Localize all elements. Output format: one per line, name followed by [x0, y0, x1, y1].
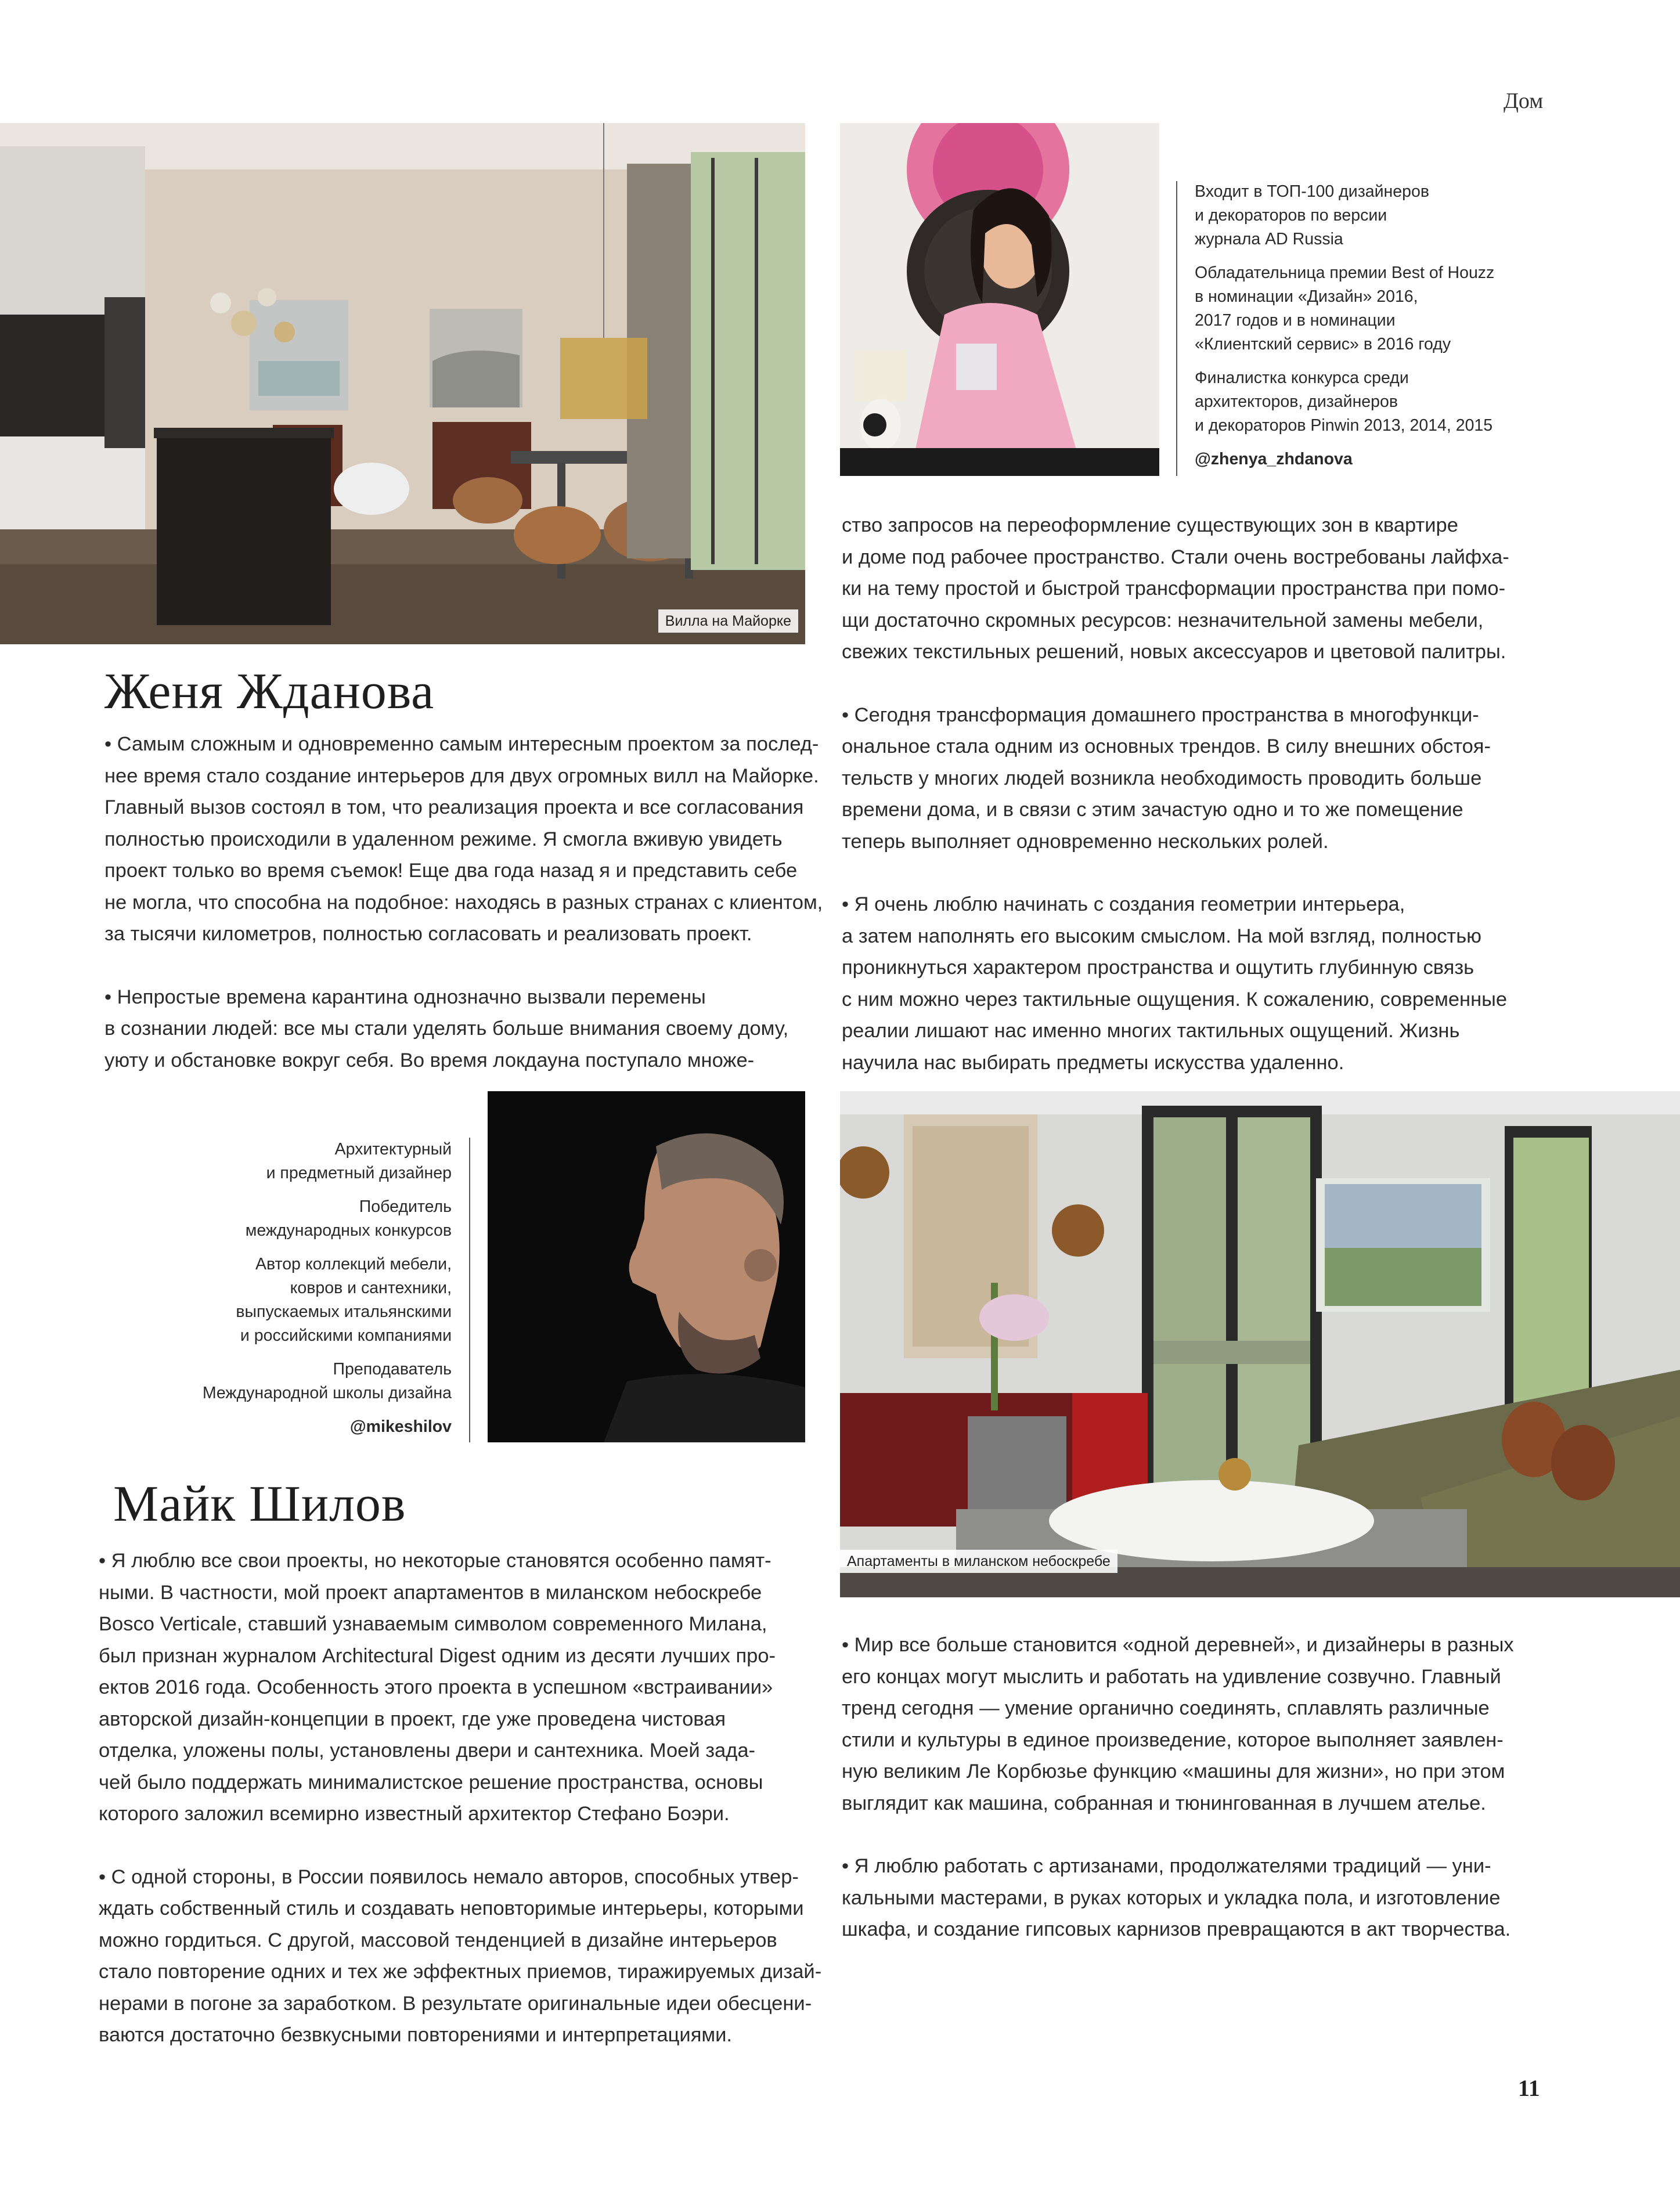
text-line: «Клиентский сервис» в 2016 году — [1195, 335, 1451, 353]
text-line: международных конкурсов — [245, 1221, 452, 1240]
text-line: и декораторов по версии — [1195, 206, 1387, 225]
text-line: и доме под рабочее пространство. Стали очень востребованы лайфха- — [842, 546, 1509, 568]
paragraph — [842, 1850, 1556, 1946]
text-line: • Я люблю работать с артизанами, продолжателями традиций — уни- — [842, 1855, 1491, 1877]
text-line: ную великим Ле Корбюзье функцию «машины для жизни», но при этом — [842, 1760, 1505, 1782]
text-line: и российскими компаниями — [240, 1326, 452, 1345]
text-line: выпускаемых итальянскими — [236, 1302, 452, 1321]
designer-name-shilov: Майк Шилов — [113, 1476, 406, 1532]
text-line: ковров и сантехники, — [290, 1279, 452, 1297]
paragraph — [842, 510, 1556, 668]
text-line: Международной школы дизайна — [202, 1384, 452, 1402]
text-line: стало повторение одних и тех же эффектных приемов, тиражируемых дизай- — [99, 1961, 822, 1983]
text-line: Bosco Verticale, ставший узнаваемым символом современного Милана, — [99, 1613, 767, 1635]
text-line: ектов 2016 года. Особенность этого проекта в успешном «встраивании» — [99, 1676, 773, 1698]
shilov-bio — [134, 1138, 452, 1439]
text-line: • Самым сложным и одновременно самым интересным проектом за послед- — [104, 733, 819, 755]
text-line: свежих текстильных решений, новых аксессуаров и цветовой палитры. — [842, 641, 1506, 663]
text-line: 2017 годов и в номинации — [1195, 311, 1396, 330]
text-line: ональное стала одним из основных трендов. В силу внешних обстоя- — [842, 735, 1491, 757]
shilov-text-right — [842, 1629, 1556, 1946]
text-line: чей было поддержать минималистское решение пространства, основы — [99, 1771, 763, 1794]
paragraph — [842, 889, 1556, 1078]
text-line: выглядит как машина, собранная и тюнингованная в лучшем ателье. — [842, 1792, 1486, 1814]
portrait-image — [488, 1091, 805, 1442]
text-line: полностью происходили в удаленном режиме. Я смогла вживую увидеть — [104, 828, 783, 850]
text-line: Входит в ТОП-100 дизайнеров — [1195, 182, 1429, 201]
text-line: стили и культуры в единое произведение, которое выполняет заявлен- — [842, 1729, 1504, 1751]
text-line: тельств у многих людей возникла необходимость проводить больше — [842, 767, 1482, 789]
zhdanova-bio — [1195, 180, 1659, 471]
section-label: Дом — [1504, 89, 1544, 113]
text-line: Обладательница премии Best of Houzz — [1195, 264, 1495, 282]
text-line: уюту и обстановке вокруг себя. Во время локдауна поступало множе- — [104, 1049, 755, 1071]
text-line: • Непростые времена карантина однозначно вызвали перемены — [104, 986, 706, 1008]
bio-item — [134, 1358, 452, 1405]
bio-item — [134, 1138, 452, 1185]
text-line: Автор коллекций мебели, — [255, 1255, 452, 1273]
text-line: реалии лишают нас именно многих тактильных ощущений. Жизнь — [842, 1020, 1460, 1042]
text-line: ными. В частности, мой проект апартаментов в миланском небоскребе — [99, 1581, 762, 1604]
text-line: нее время стало создание интерьеров для двух огромных вилл на Майорке. — [104, 764, 819, 787]
text-line: в номинации «Дизайн» 2016, — [1195, 287, 1418, 306]
text-line: и декораторов Pinwin 2013, 2014, 2015 — [1195, 416, 1493, 435]
text-line: • Сегодня трансформация домашнего пространства в многофункци- — [842, 703, 1479, 726]
text-line: ждать собственный стиль и создавать неповторимые интерьеры, которыми — [99, 1897, 804, 1919]
portrait-image — [840, 123, 1159, 476]
bio-item — [1195, 261, 1659, 356]
bio-item — [134, 1253, 452, 1348]
text-line: авторской дизайн-концепции в проект, где уже проведена чистовая — [99, 1708, 726, 1730]
text-line: в сознании людей: все мы стали уделять больше внимания своему дому, — [104, 1017, 789, 1040]
paragraph — [842, 699, 1556, 858]
text-line: Финалистка конкурса среди — [1195, 369, 1409, 387]
paragraph — [99, 1861, 822, 2051]
text-line: времени дома, и в связи с этим зачастую одно и то же помещение — [842, 799, 1463, 821]
text-line: проникнуться характером пространства и ощутить глубинную связь — [842, 957, 1474, 979]
text-line: • С одной стороны, в России появилось немало авторов, способных утвер- — [99, 1865, 799, 1888]
bio-item — [1195, 366, 1659, 438]
zhdanova-bio-rule — [1176, 181, 1177, 476]
text-line: • Я очень люблю начинать с создания геометрии интерьера, — [842, 893, 1405, 915]
text-line: Архитектурный — [334, 1140, 452, 1159]
text-line: и предметный дизайнер — [266, 1164, 452, 1182]
bio-item — [134, 1195, 452, 1243]
designer-name-zhdanova: Женя Жданова — [104, 663, 435, 720]
paragraph — [104, 728, 823, 950]
text-line: Преподаватель — [333, 1360, 452, 1379]
text-line: а затем наполнять его высоким смыслом. На мой взгляд, полностью — [842, 925, 1482, 947]
villa-photo — [0, 123, 805, 644]
text-line: журнала AD Russia — [1195, 230, 1343, 248]
text-line: ки на тему простой и быстрой трансформации пространства при помо- — [842, 578, 1506, 600]
text-line: отделка, уложены полы, установлены двери и сантехника. Моей зада- — [99, 1740, 756, 1762]
text-line: можно гордиться. С другой, массовой тенденцией в дизайне интерьеров — [99, 1929, 777, 1951]
text-line: научила нас выбирать предметы искусства удаленно. — [842, 1051, 1344, 1074]
zhdanova-text-left — [104, 728, 823, 1076]
text-line: теперь выполняет одновременно нескольких ролей. — [842, 830, 1329, 853]
text-line: ство запросов на переоформление существующих зон в квартире — [842, 514, 1458, 536]
paragraph — [842, 1629, 1556, 1819]
text-line: щи достаточно скромных ресурсов: незначительной замены мебели, — [842, 609, 1484, 632]
paragraph — [99, 1545, 813, 1830]
text-line: с ним можно через тактильные ощущения. К сожалению, современные — [842, 988, 1508, 1011]
shilov-portrait — [488, 1091, 805, 1442]
text-line: Главный вызов состоял в том, что реализация проекта и все согласования — [104, 796, 804, 818]
zhdanova-text-right — [842, 510, 1556, 1078]
text-line: которого заложил всемирно известный архитектор Стефано Боэри. — [99, 1803, 730, 1825]
page-number: 11 — [1518, 2075, 1540, 2101]
text-line: кальными мастерами, в руках которых и укладка пола, и изготовление — [842, 1886, 1501, 1909]
photo-caption: Вилла на Майорке — [658, 609, 798, 633]
text-line: • Я люблю все свои проекты, но некоторые становятся особенно памят- — [99, 1550, 771, 1572]
text-line: не могла, что способна на подобное: находясь в разных странах с клиентом, — [104, 891, 823, 914]
text-line: нерами в погоне за заработком. В результате оригинальные идеи обесцени- — [99, 1992, 812, 2015]
text-line: его концах могут мыслить и работать на удивление созвучно. Главный — [842, 1665, 1501, 1688]
social-handle[interactable]: @zhenya_zhdanova — [1195, 450, 1353, 468]
shilov-text-left — [99, 1545, 822, 2051]
text-line: тренд сегодня — умение органично соединять, сплавлять различные — [842, 1697, 1490, 1719]
text-line: Победитель — [359, 1197, 452, 1216]
zhdanova-portrait — [840, 123, 1159, 476]
paragraph — [104, 981, 807, 1077]
text-line: шкафа, и создание гипсовых карнизов превращаются в акт творчества. — [842, 1918, 1511, 1940]
text-line: • Мир все больше становится «одной деревней», и дизайнеры в разных — [842, 1634, 1514, 1656]
milan-apartment-photo — [840, 1091, 1680, 1597]
text-line: за тысячи километров, полностью согласовать и реализовать проект. — [104, 923, 752, 945]
apartment-interior-image — [840, 1091, 1680, 1597]
text-line: был признан журналом Architectural Digest одним из десяти лучших про- — [99, 1644, 776, 1667]
text-line: проект только во время съемок! Еще два года назад я и представить себе — [104, 860, 798, 882]
shilov-bio-rule — [469, 1138, 470, 1442]
bio-item — [1195, 180, 1659, 251]
social-handle[interactable]: @mikeshilov — [349, 1417, 452, 1436]
text-line: ваются достаточно безвкусными повторениями и интерпретациями. — [99, 2024, 732, 2046]
text-line: архитекторов, дизайнеров — [1195, 392, 1398, 411]
villa-interior-image — [0, 123, 805, 644]
photo-caption: Апартаменты в миланском небоскребе — [840, 1550, 1117, 1573]
